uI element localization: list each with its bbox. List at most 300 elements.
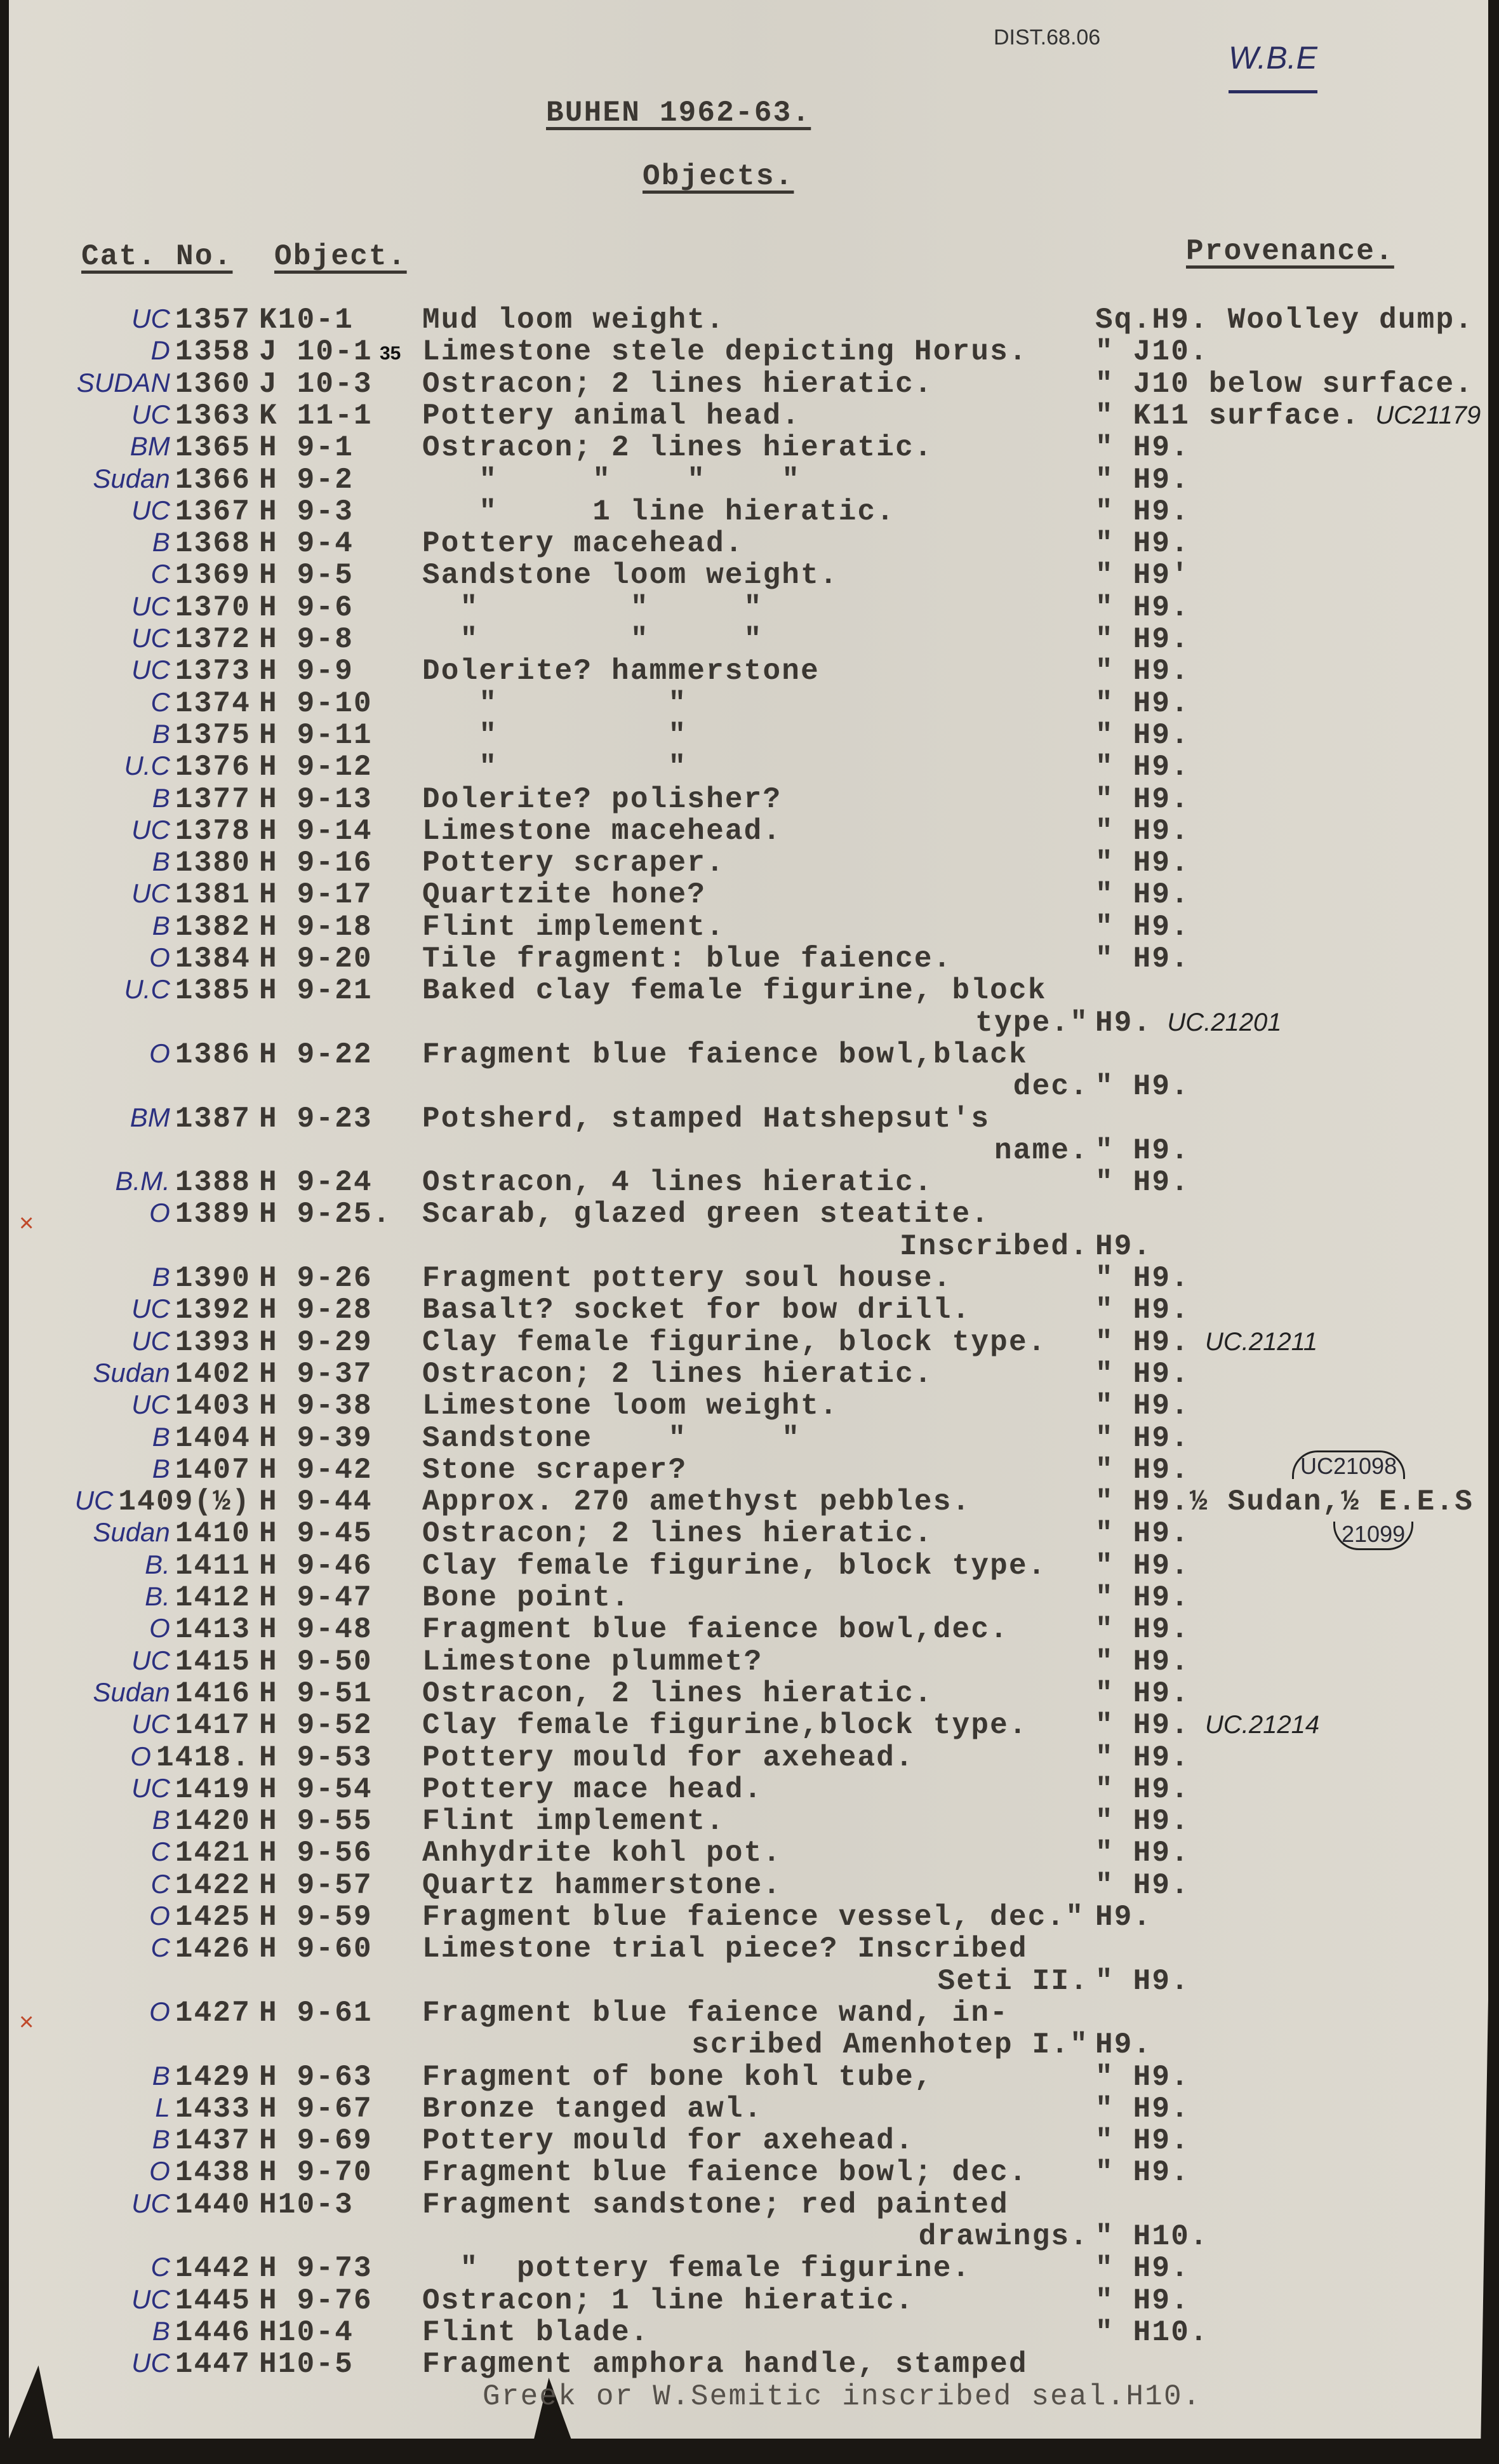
object-code: H 9-38 xyxy=(259,1389,373,1423)
catalogue-number: 1421 xyxy=(175,1837,251,1870)
object-description: Pottery macehead. xyxy=(422,527,744,561)
provenance-cell xyxy=(1095,368,1474,401)
provenance: " H9. xyxy=(1095,2252,1190,2286)
provenance: " H9. xyxy=(1095,1837,1190,1870)
disposition-annotation: L xyxy=(155,2092,170,2122)
provenance: " H9. xyxy=(1095,1805,1190,1838)
provenance: " H9. xyxy=(1095,1294,1190,1327)
object-description: Anhydrite kohl pot. xyxy=(422,1837,782,1870)
catalogue-entry-number xyxy=(75,1485,251,1518)
catalogue-number: 1390 xyxy=(175,1262,251,1295)
object-description: " " " " xyxy=(422,463,801,497)
provenance: " H9. xyxy=(1095,1709,1190,1743)
object-description-continued: scribed Amenhotep I." xyxy=(691,2028,1089,2062)
provenance-cell xyxy=(1095,559,1190,592)
disposition-annotation: O xyxy=(149,1038,170,1068)
provenance: " H9. xyxy=(1095,910,1190,944)
object-description: Limestone loom weight. xyxy=(422,1389,839,1423)
catalogue-entry-number xyxy=(145,1550,251,1583)
provenance: " H9' xyxy=(1095,559,1190,593)
catalogue-number: 1413 xyxy=(175,1613,251,1647)
catalogue-entry-number xyxy=(131,1709,251,1742)
object-description: Limestone stele depicting Horus. xyxy=(422,335,1028,369)
catalogue-number: 1442 xyxy=(175,2252,251,2286)
object-description: Mud loom weight. xyxy=(422,304,725,337)
object-description: Flint implement. xyxy=(422,910,725,944)
object-description: Pottery mace head. xyxy=(422,1772,763,1806)
object-code: H 9-18 xyxy=(259,910,373,944)
provenance-cell xyxy=(1095,1741,1190,1774)
disposition-annotation: B xyxy=(152,910,170,941)
disposition-annotation: C xyxy=(150,1837,170,1867)
provenance-cell xyxy=(1095,1326,1317,1359)
catalogue-entry-number xyxy=(152,2316,251,2349)
catalogue-number: 1373 xyxy=(175,655,251,688)
disposition-annotation: O xyxy=(149,2156,170,2186)
disposition-annotation: B. xyxy=(145,1549,170,1579)
object-code: H 9-48 xyxy=(259,1613,373,1647)
catalogue-entry-number xyxy=(131,878,251,911)
object-code: H 9-11 xyxy=(259,718,373,752)
object-code: J 10-3 xyxy=(259,367,373,401)
disposition-annotation: UC xyxy=(131,1325,170,1356)
provenance-cell xyxy=(1095,2061,1190,2094)
disposition-annotation: O xyxy=(149,1901,170,1931)
disposition-annotation: U.C xyxy=(124,751,170,781)
disposition-annotation: UC xyxy=(131,814,170,845)
provenance-cell xyxy=(1095,1550,1190,1583)
catalogue-number: 1375 xyxy=(175,718,251,752)
catalogue-number: 1437 xyxy=(175,2124,251,2158)
provenance: " H9. xyxy=(1095,718,1190,752)
provenance: " H9. xyxy=(1095,1964,1190,1998)
object-description: Dolerite? hammerstone xyxy=(422,655,820,688)
object-code: H 9-16 xyxy=(259,847,373,880)
catalogue-number: 1380 xyxy=(175,847,251,880)
provenance: " H9. xyxy=(1095,2092,1190,2126)
provenance-cell xyxy=(1095,1869,1190,1902)
provenance: " H9. xyxy=(1095,1325,1190,1359)
disposition-annotation: B.M. xyxy=(115,1166,170,1196)
object-code: H 9-50 xyxy=(259,1645,373,1678)
catalogue-entry-number xyxy=(152,1454,251,1487)
catalogue-number: 1417 xyxy=(175,1709,251,1743)
circled-note-top: UC21098 xyxy=(1292,1450,1405,1479)
catalogue-entry-number xyxy=(131,1773,251,1806)
object-description: Fragment blue faience vessel, dec." xyxy=(422,1901,1085,1934)
object-code: H 9-46 xyxy=(259,1549,373,1583)
catalogue-number: 1447 xyxy=(175,2348,251,2381)
object-code: H 9-51 xyxy=(259,1677,373,1710)
provenance: " H9. xyxy=(1095,878,1190,912)
catalogue-number: 1377 xyxy=(175,782,251,816)
object-code: H 9-9 xyxy=(259,655,354,688)
catalogue-number: 1440 xyxy=(175,2188,251,2221)
object-description: " 1 line hieratic. xyxy=(422,495,896,528)
provenance: " K11 surface. xyxy=(1095,399,1361,432)
provenance: " H9. xyxy=(1095,1421,1190,1455)
provenance-cell xyxy=(1095,751,1190,784)
disposition-annotation: UC xyxy=(131,1389,170,1420)
catalogue-entry-number xyxy=(93,1517,251,1550)
catalogue-entry-number xyxy=(131,1294,251,1327)
object-description-continued: dec. xyxy=(1013,1070,1089,1104)
catalogue-entry-number xyxy=(152,783,251,816)
catalogue-entry-number xyxy=(131,655,251,688)
catalogue-number: 1360 xyxy=(175,367,251,401)
object-description: Ostracon, 2 lines hieratic. xyxy=(422,1677,933,1710)
object-description: Fragment sandstone; red painted xyxy=(422,2188,1009,2221)
catalogue-entry-number xyxy=(150,559,251,592)
object-code: H 9-69 xyxy=(259,2124,373,2158)
provenance-cell xyxy=(1095,1901,1152,1934)
provenance-cell xyxy=(1095,847,1190,880)
provenance-cell xyxy=(1095,1422,1190,1455)
registration-note: UC.21211 xyxy=(1205,1327,1318,1356)
provenance: " H9. xyxy=(1095,1134,1190,1167)
object-code: H 9-14 xyxy=(259,814,373,848)
catalogue-entry-number xyxy=(115,1166,251,1199)
catalogue-entry-number xyxy=(131,1389,251,1423)
registration-note: UC.21201 xyxy=(1167,1008,1282,1036)
object-description: Pottery mould for axehead. xyxy=(422,2124,914,2158)
object-description-continued: drawings. xyxy=(918,2220,1089,2253)
provenance-cell xyxy=(1095,1613,1190,1646)
object-code: H 9-23 xyxy=(259,1102,373,1135)
provenance: " H9. xyxy=(1095,942,1190,975)
provenance-cell xyxy=(1095,911,1190,944)
provenance-cell xyxy=(1095,2252,1190,2285)
catalogue-number: 1385 xyxy=(175,974,251,1008)
object-code: H 9-45 xyxy=(259,1517,373,1551)
disposition-annotation: C xyxy=(150,2252,170,2282)
catalogue-entry-number xyxy=(93,1677,251,1710)
object-description: Potsherd, stamped Hatshepsut's xyxy=(422,1102,990,1135)
catalogue-number: 1420 xyxy=(175,1805,251,1838)
object-code: H 9-39 xyxy=(259,1421,373,1455)
catalogue-entry-number xyxy=(131,2348,251,2381)
catalogue-number: 1415 xyxy=(175,1645,251,1678)
disposition-annotation: BM xyxy=(130,1102,170,1132)
object-description: Limestone macehead. xyxy=(422,814,782,848)
catalogue-entry-number xyxy=(130,431,251,464)
catalogue-number: 1372 xyxy=(175,623,251,656)
object-description: Pottery animal head. xyxy=(422,399,801,432)
disposition-annotation: O xyxy=(130,1741,151,1771)
provenance: " H9. xyxy=(1095,1772,1190,1806)
object-code: H 9-55 xyxy=(259,1805,373,1838)
disposition-annotation: O xyxy=(149,1613,170,1644)
catalogue-entry-number xyxy=(150,1869,251,1902)
catalogue-entry-number xyxy=(152,2124,251,2157)
object-description-continued: Seti II. xyxy=(937,1964,1089,1998)
object-code: H 9-3 xyxy=(259,495,354,528)
disposition-annotation: B. xyxy=(145,1581,170,1611)
catalogue-number: 1422 xyxy=(175,1868,251,1902)
disposition-annotation: B xyxy=(152,2124,170,2155)
catalogue-number: 1378 xyxy=(175,814,251,848)
provenance: " H9. xyxy=(1095,1581,1190,1614)
provenance: " H9. xyxy=(1095,2060,1190,2094)
provenance-cell xyxy=(1095,878,1190,911)
document-title: BUHEN 1962-63. xyxy=(546,97,811,130)
catalogue-number: 1387 xyxy=(175,1102,251,1135)
catalogue-number: 1403 xyxy=(175,1389,251,1423)
catalogue-number: 1411 xyxy=(175,1549,251,1583)
catalogue-number: 1386 xyxy=(175,1038,251,1071)
catalogue-entry-number xyxy=(152,847,251,880)
object-code: H 9-47 xyxy=(259,1581,373,1614)
disposition-annotation: B xyxy=(152,718,170,749)
catalogue-entry-number xyxy=(131,1645,251,1678)
provenance: " H9. xyxy=(1095,2284,1190,2317)
catalogue-entry-number xyxy=(130,1102,251,1135)
object-description: Limestone plummet? xyxy=(422,1645,763,1678)
object-code: H 9-4 xyxy=(259,527,354,561)
catalogue-number: 1382 xyxy=(175,910,251,944)
catalogue-entry-number xyxy=(152,719,251,752)
catalogue-entry-number xyxy=(131,1326,251,1359)
catalogue-number: 1369 xyxy=(175,559,251,593)
provenance-cell xyxy=(1095,2028,1152,2061)
object-code: H 9-76 xyxy=(259,2284,373,2317)
provenance-cell xyxy=(1095,1837,1190,1870)
object-description: Ostracon; 1 line hieratic. xyxy=(422,2284,914,2317)
provenance-cell xyxy=(1095,1007,1282,1040)
provenance: " H9. xyxy=(1095,655,1190,688)
object-code: H 9-70 xyxy=(259,2156,373,2190)
provenance-cell xyxy=(1095,464,1190,497)
provenance-cell xyxy=(1095,1645,1190,1678)
object-description: Pottery scraper. xyxy=(422,847,725,880)
provenance-cell xyxy=(1095,2284,1190,2317)
object-code: H 9-54 xyxy=(259,1772,373,1806)
disposition-annotation: B xyxy=(152,1421,170,1452)
provenance-cell xyxy=(1095,2124,1190,2157)
disposition-annotation: UC xyxy=(131,304,170,333)
handwritten-mark-j10: 35 xyxy=(380,343,401,364)
red-x-mark: × xyxy=(19,2007,34,2036)
object-description: " " xyxy=(422,751,688,784)
catalogue-number: 1365 xyxy=(175,431,251,465)
provenance: " H9. xyxy=(1095,847,1190,880)
catalogue-entry-number xyxy=(152,1805,251,1838)
disposition-annotation: C xyxy=(150,559,170,589)
object-code: H 9-5 xyxy=(259,559,354,593)
provenance-cell xyxy=(1095,1230,1152,1263)
disposition-annotation: Sudan xyxy=(93,1357,170,1388)
disposition-annotation: UC xyxy=(131,1772,170,1803)
catalogue-entry-number xyxy=(152,527,251,560)
catalogue-number: 1446 xyxy=(175,2315,251,2349)
object-code: H 9-20 xyxy=(259,942,373,975)
disposition-annotation: UC xyxy=(74,1485,114,1516)
provenance-cell xyxy=(1095,623,1190,656)
disposition-annotation: C xyxy=(150,686,170,717)
catalogue-entry-number xyxy=(149,1198,251,1231)
object-code: H 9-42 xyxy=(259,1453,373,1487)
provenance: " H9. xyxy=(1095,1517,1190,1551)
provenance: H9. xyxy=(1095,1006,1152,1040)
object-code: H 9-12 xyxy=(259,751,373,784)
provenance: " H10. xyxy=(1095,2220,1209,2253)
provenance-cell xyxy=(1095,1517,1190,1550)
provenance-cell xyxy=(1095,655,1190,688)
object-code: H 9-26 xyxy=(259,1262,373,1295)
header-cat-no: Cat. No. xyxy=(81,240,233,273)
provenance-cell xyxy=(1095,2092,1190,2126)
object-description: Fragment blue faience bowl; dec. xyxy=(422,2156,1028,2190)
disposition-annotation: B xyxy=(152,1453,170,1483)
disposition-annotation: B xyxy=(152,2060,170,2091)
catalogue-number: 1409(½) xyxy=(118,1485,251,1519)
catalogue-number: 1389 xyxy=(175,1198,251,1231)
provenance-cell xyxy=(1095,335,1209,368)
catalogue-number: 1438 xyxy=(175,2156,251,2190)
provenance: " H9. xyxy=(1095,1549,1190,1583)
object-code: K10-1 xyxy=(259,304,354,337)
provenance: " H9. xyxy=(1095,2156,1190,2190)
provenance-cell xyxy=(1095,1262,1190,1295)
object-description: Dolerite? polisher? xyxy=(422,782,782,816)
provenance-cell xyxy=(1095,1294,1190,1327)
provenance: " H10. xyxy=(1095,2315,1209,2349)
object-description: Clay female figurine,block type. xyxy=(422,1709,1028,1743)
catalogue-number: 1426 xyxy=(175,1932,251,1966)
catalogue-entry-number xyxy=(149,1901,251,1934)
registration-note: UC21179 xyxy=(1375,401,1481,429)
object-description: Ostracon; 2 lines hieratic. xyxy=(422,367,933,401)
disposition-annotation: O xyxy=(149,1198,170,1228)
object-code: H 9-29 xyxy=(259,1325,373,1359)
catalogue-number: 1418. xyxy=(156,1741,251,1774)
catalogue-entry-number xyxy=(93,1358,251,1391)
catalogue-entry-number xyxy=(124,974,251,1007)
object-description: " " " xyxy=(422,591,763,624)
object-code: H 9-10 xyxy=(259,686,373,720)
object-description: " pottery female figurine. xyxy=(422,2252,971,2286)
provenance: " H9.½ Sudan,½ E.E.S xyxy=(1095,1485,1474,1519)
object-description: Basalt? socket for bow drill. xyxy=(422,1294,971,1327)
object-description: Ostracon; 2 lines hieratic. xyxy=(422,1357,933,1391)
disposition-annotation: O xyxy=(149,1996,170,2026)
provenance-cell xyxy=(1095,2156,1190,2189)
disposition-annotation: UC xyxy=(131,1645,170,1675)
initials-annotation: W.B.E xyxy=(1229,39,1317,93)
catalogue-entry-number xyxy=(131,495,251,528)
provenance: " H9. xyxy=(1095,495,1190,528)
object-code: H 9-17 xyxy=(259,878,373,912)
provenance-cell xyxy=(1095,431,1190,464)
object-code: H 9-2 xyxy=(259,463,354,497)
catalogue-entry-number xyxy=(77,368,251,401)
catalogue-number: 1410 xyxy=(175,1517,251,1551)
object-code: H 9-73 xyxy=(259,2252,373,2286)
object-description: Ostracon; 2 lines hieratic. xyxy=(422,431,933,465)
catalogue-entry-number xyxy=(149,942,251,975)
object-code: H 9-22 xyxy=(259,1038,373,1071)
object-description: Clay female figurine, block type. xyxy=(422,1549,1047,1583)
catalogue-number: 1427 xyxy=(175,1996,251,2030)
circled-note-bottom: 21099 xyxy=(1333,1522,1413,1550)
provenance: " H9. xyxy=(1095,623,1190,656)
catalogue-number: 1407 xyxy=(175,1453,251,1487)
catalogue-number: 1381 xyxy=(175,878,251,912)
object-description: Bone point. xyxy=(422,1581,630,1614)
object-description: Fragment pottery soul house. xyxy=(422,1262,952,1295)
catalogue-entry-number xyxy=(152,2061,251,2094)
object-code: J 10-1 xyxy=(259,335,373,369)
catalogue-entry-number xyxy=(124,751,251,784)
catalogue-entry-number xyxy=(150,1837,251,1870)
object-description-continued: Inscribed. xyxy=(899,1229,1089,1263)
object-description: Ostracon; 2 lines hieratic. xyxy=(422,1517,933,1551)
provenance: H9. xyxy=(1095,1229,1152,1263)
disposition-annotation: O xyxy=(149,942,170,972)
provenance-cell xyxy=(1095,591,1190,624)
object-code: H 9-21 xyxy=(259,974,373,1008)
object-description: Limestone trial piece? Inscribed xyxy=(422,1932,1028,1966)
object-description: Scarab, glazed green steatite. xyxy=(422,1198,990,1231)
catalogue-entry-number xyxy=(131,2284,251,2317)
catalogue-number: 1367 xyxy=(175,495,251,528)
catalogue-entry-number xyxy=(150,335,251,368)
object-description: Fragment blue faience bowl,black xyxy=(422,1038,1028,1071)
object-code: H10-4 xyxy=(259,2315,354,2349)
catalogue-number: 1393 xyxy=(175,1325,251,1359)
catalogue-entry-number xyxy=(149,2156,251,2189)
provenance-cell xyxy=(1095,1773,1190,1806)
provenance-cell xyxy=(1095,1805,1190,1838)
object-description: Fragment of bone kohl tube, xyxy=(422,2060,933,2094)
object-description: Stone scraper? xyxy=(422,1453,688,1487)
provenance: " H9. xyxy=(1095,1166,1190,1200)
provenance: " H9. xyxy=(1095,1070,1190,1104)
provenance-cell xyxy=(1095,719,1190,752)
disposition-annotation: Sudan xyxy=(93,1677,170,1707)
catalogue-number: 1368 xyxy=(175,527,251,561)
catalogue-number: 1366 xyxy=(175,463,251,497)
disposition-annotation: C xyxy=(150,1932,170,1963)
provenance-cell xyxy=(1095,495,1190,528)
object-code: H 9-28 xyxy=(259,1294,373,1327)
provenance: " H9. xyxy=(1095,1389,1190,1423)
catalogue-number: 1419 xyxy=(175,1772,251,1806)
object-code: H 9-59 xyxy=(259,1901,373,1934)
provenance: H9. xyxy=(1095,1901,1152,1934)
provenance: " H9. xyxy=(1095,1645,1190,1678)
provenance-cell xyxy=(1095,1709,1319,1742)
provenance: " H9. xyxy=(1095,1453,1190,1487)
disposition-annotation: SUDAN xyxy=(76,367,170,398)
provenance-cell xyxy=(1095,1454,1190,1487)
disposition-annotation: UC xyxy=(131,1709,170,1739)
catalogue-entry-number xyxy=(150,1932,251,1965)
catalogue-entry-number xyxy=(131,623,251,656)
provenance-cell xyxy=(1095,304,1474,337)
disposition-annotation: UC xyxy=(131,2188,170,2218)
catalogue-entry-number xyxy=(149,1997,251,2030)
provenance: " H9. xyxy=(1095,463,1190,497)
object-code: H 9-25. xyxy=(259,1198,392,1231)
object-description-continued: Greek or W.Semitic inscribed seal.H10. xyxy=(483,2380,1202,2413)
disposition-annotation: UC xyxy=(131,878,170,909)
catalogue-number: 1445 xyxy=(175,2284,251,2317)
object-description: Baked clay female figurine, block xyxy=(422,974,1047,1008)
object-code: H 9-60 xyxy=(259,1932,373,1966)
catalogue-entry-number xyxy=(131,399,251,432)
catalogue-entry-number xyxy=(145,1581,251,1614)
